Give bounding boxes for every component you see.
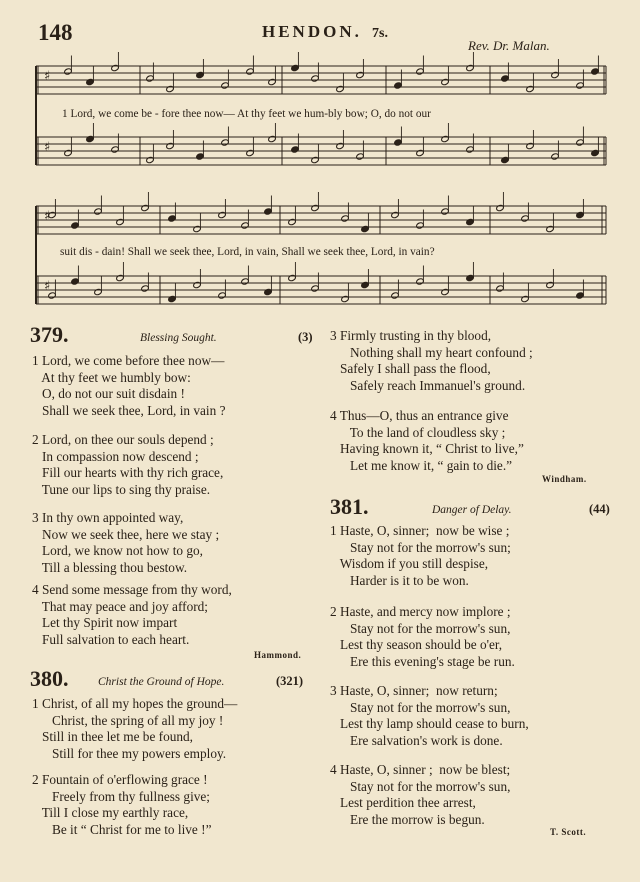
lyric-line-1: 1 Lord, we come be - fore thee now— At thy feet we hum-bly bow; O, do not our — [62, 108, 431, 120]
hymn-number-381: 381. — [330, 494, 369, 519]
verse-379-3: 3 In thy own appointed way, Now we seek thee, here we stay ; Lord, we know not how to go, Till a blessing thou bestow. — [32, 510, 220, 575]
verse-379-right-4: 4 Thus—O, thus an entrance give To the land of cloudless sky ; Having known it, “ Christ to live,” Let me know it, “ gain to die.” — [330, 408, 524, 473]
verse-379-4: 4 Send some message from thy word, That may peace and joy afford; Let thy Spirit now impart Full salvation to each heart. — [32, 582, 232, 647]
verse-381-3: 3 Haste, O, sinner; now return; Stay not for the morrow's sun, Lest thy lamp should cease to burn, Ere salvation's work is done. — [330, 683, 529, 748]
verse-380-2: 2 Fountain of o'erflowing grace ! Freely from thy fullness give; Till I close my earthly race, Be it “ Christ for me to live !” — [32, 772, 212, 837]
clef-sign: ♯ — [44, 140, 51, 155]
verse-381-1: 1 Haste, O, sinner; now be wise ; Stay not for the morrow's sun; Wisdom if you still despise, Harder is it to be won. — [330, 523, 511, 588]
clef-sign: ♯ — [44, 69, 51, 84]
verse-379-1: 1 Lord, we come before thee now— At thy feet we humbly bow: O, do not our suit disdain ! Shall we seek thee, Lord, in vain ? — [32, 353, 226, 418]
hymn-title-380: Christ the Ground of Hope. — [98, 676, 225, 688]
hymn-ref-380: (321) — [276, 674, 304, 688]
meter: 7s. — [372, 26, 388, 41]
hymn-title-379: Blessing Sought. — [140, 332, 217, 344]
author-scott: T. Scott. — [550, 827, 587, 837]
composer: Rev. Dr. Malan. — [468, 38, 550, 53]
verse-380-1: 1 Christ, of all my hopes the ground— Christ, the spring of all my joy ! Still in thee let me be found, Still for thee my powers employ. — [32, 696, 238, 761]
verse-379-right-3: 3 Firmly trusting in thy blood, Nothing shall my heart confound ; Safely I shall pass the flood, Safely reach Immanuel's ground. — [330, 328, 533, 393]
page-number: 148 — [38, 20, 73, 45]
lyric-line-2: suit dis - dain! Shall we seek thee, Lord, in vain, Shall we seek thee, Lord, in vain? — [60, 246, 435, 258]
hymn-number-380: 380. — [30, 666, 69, 691]
clef-sign: ♯ — [44, 209, 51, 224]
music-score — [0, 0, 640, 320]
author-hammond: Hammond. — [254, 650, 302, 660]
hymn-ref-379: (3) — [298, 330, 313, 344]
author-windham: Windham. — [542, 474, 587, 484]
verse-381-4: 4 Haste, O, sinner ; now be blest; Stay not for the morrow's sun, Lest perdition thee arrest, Ere the morrow is begun. — [330, 762, 511, 827]
clef-sign: ♯ — [44, 279, 51, 294]
verse-379-2: 2 Lord, on thee our souls depend ; In compassion now descend ; Fill our hearts with thy rich grace, Tune our lips to sing thy praise. — [32, 432, 224, 497]
hymn-title-381: Danger of Delay. — [432, 504, 512, 516]
verse-381-2: 2 Haste, and mercy now implore ; Stay not for the morrow's sun, Lest thy season should be o'er, Ere this evening's stage be run. — [330, 604, 515, 669]
tune-name: HENDON. — [262, 22, 362, 41]
hymn-ref-381: (44) — [589, 502, 610, 516]
hymn-number-379: 379. — [30, 322, 69, 347]
